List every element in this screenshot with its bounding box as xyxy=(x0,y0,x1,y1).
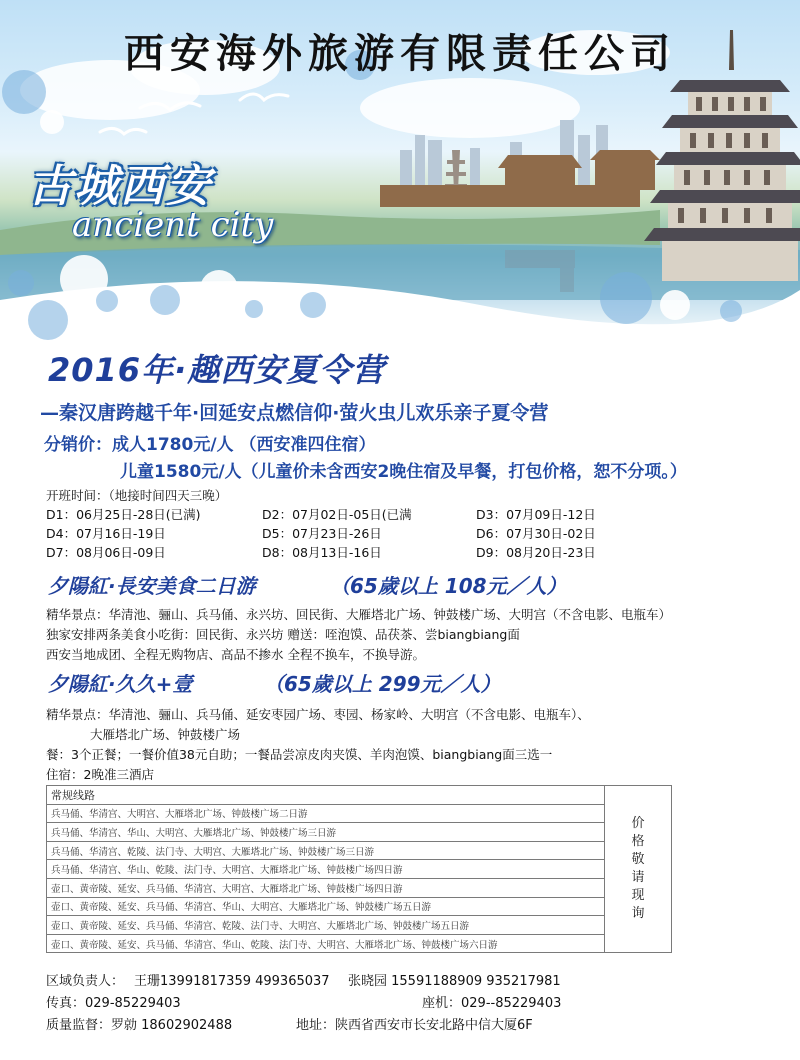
tour2-price: （65歲以上 299元／人） xyxy=(264,672,501,696)
route-item: 兵马俑、华清宫、乾陵、法门寺、大明宫、大雁塔北广场、钟鼓楼广场三日游 xyxy=(47,841,605,860)
session-item: D4：07月16日-19日 xyxy=(46,526,166,541)
route-item: 兵马俑、华清宫、华山、大明宫、大雁塔北广场、钟鼓楼广场三日游 xyxy=(47,823,605,842)
table-row xyxy=(47,897,672,916)
hero-title-cn: 古城西安 xyxy=(28,161,212,212)
session-item: D8：08月13日-16日 xyxy=(262,545,382,560)
contact-person-1: 王珊13991817359 499365037 xyxy=(134,974,330,989)
table-row xyxy=(47,878,672,897)
inquiry-char: 现 xyxy=(631,888,645,904)
quality-supervisor: 质量监督：罗勍 18602902488 xyxy=(46,1018,233,1033)
tour1-line: 独家安排两条美食小吃街：回民街、永兴坊 赠送：咥泡馍、品茯茶、尝biangbiang面 xyxy=(46,627,520,642)
table-row xyxy=(47,804,672,823)
price-child: 儿童1580元/人（儿童价未含西安2晚住宿及早餐，打包价格，恕不分项。） xyxy=(120,462,687,482)
tour2-line: 精华景点：华清池、骊山、兵马俑、延安枣园广场、枣园、杨家岭、大明宫（不含电影、电瓶车）、 xyxy=(46,707,590,722)
hero-banner xyxy=(0,0,800,345)
tour1-title: 夕陽紅·長安美食二日游 xyxy=(48,574,256,598)
route-item: 壶口、黄帝陵、延安、兵马俑、华清宫、华山、乾陵、法门寺、大明宫、大雁塔北广场、钟鼓楼广场六日游 xyxy=(47,934,605,953)
inquiry-char: 价 xyxy=(631,816,645,832)
table-row xyxy=(47,934,672,953)
session-item: D1：06月25日-28日(已满) xyxy=(46,507,201,522)
route-item: 兵马俑、华清宫、大明宫、大雁塔北广场、钟鼓楼广场二日游 xyxy=(47,804,605,823)
session-item: D3：07月09日-12日 xyxy=(476,507,596,522)
camp-subtitle: —秦汉唐跨越千年·回延安点燃信仰·萤火虫儿欢乐亲子夏令营 xyxy=(40,402,549,424)
session-item: D6：07月30日-02日 xyxy=(476,526,596,541)
route-header: 常规线路 xyxy=(47,786,605,805)
camp-title: 2016年·趣西安夏令营 xyxy=(48,351,386,389)
inquiry-char: 询 xyxy=(631,906,645,922)
hero-title-en: ancient city xyxy=(72,205,274,245)
tour2-line: 住宿：2晚准三酒店 xyxy=(46,767,154,782)
table-row xyxy=(47,916,672,935)
landline: 座机：029--85229403 xyxy=(422,996,562,1011)
tour2-line: 餐：3个正餐；一餐价值38元自助；一餐品尝凉皮肉夹馍、羊肉泡馍、biangbiang面三选一 xyxy=(46,747,553,762)
address: 地址：陕西省西安市长安北路中信大厦6F xyxy=(296,1018,533,1033)
fax: 传真：029-85229403 xyxy=(46,996,181,1011)
tour2-line: 大雁塔北广场、钟鼓楼广场 xyxy=(90,727,241,742)
regional-label: 区域负责人： xyxy=(46,974,125,989)
table-row xyxy=(47,823,672,842)
contact-person-2: 张晓园 15591188909 935217981 xyxy=(348,974,561,989)
route-item: 兵马俑、华清宫、华山、乾陵、法门寺、大明宫、大雁塔北广场、钟鼓楼广场四日游 xyxy=(47,860,605,879)
table-row xyxy=(47,786,672,805)
session-item: D5：07月23日-26日 xyxy=(262,526,382,541)
tour1-line: 西安当地成团、全程无购物店、高品不掺水 全程不换车，不换导游。 xyxy=(46,647,425,662)
session-item: D9：08月20日-23日 xyxy=(476,545,596,560)
route-table xyxy=(46,785,672,953)
tour2-title: 夕陽紅·久久+壹 xyxy=(48,672,193,696)
company-name: 西安海外旅游有限责任公司 xyxy=(124,30,676,77)
table-row xyxy=(47,860,672,879)
route-item: 壶口、黄帝陵、延安、兵马俑、华清宫、乾陵、法门寺、大明宫、大雁塔北广场、钟鼓楼广场五日游 xyxy=(47,916,605,935)
tour1-line: 精华景点：华清池、骊山、兵马俑、永兴坊、回民街、大雁塔北广场、钟鼓楼广场、大明宫（不含电影、电瓶车） xyxy=(46,607,672,622)
session-item: D2：07月02日-05日(已满 xyxy=(262,507,412,522)
tour1-price: （65歲以上 108元／人） xyxy=(330,574,567,598)
price-adult: 分销价：成人1780元/人 （西安准四住宿） xyxy=(44,435,376,455)
inquiry-char: 格 xyxy=(631,834,645,850)
inquiry-char: 敬 xyxy=(631,852,645,868)
table-row xyxy=(47,841,672,860)
session-item: D7：08月06日-09日 xyxy=(46,545,166,560)
inquiry-char: 请 xyxy=(631,870,645,886)
schedule-heading: 开班时间：（地接时间四天三晚） xyxy=(46,488,228,503)
route-item: 壶口、黄帝陵、延安、兵马俑、华清宫、大明宫、大雁塔北广场、钟鼓楼广场四日游 xyxy=(47,878,605,897)
price-inquiry-label xyxy=(605,786,672,953)
route-item: 壶口、黄帝陵、延安、兵马俑、华清宫、华山、大明宫、大雁塔北广场、钟鼓楼广场五日游 xyxy=(47,897,605,916)
